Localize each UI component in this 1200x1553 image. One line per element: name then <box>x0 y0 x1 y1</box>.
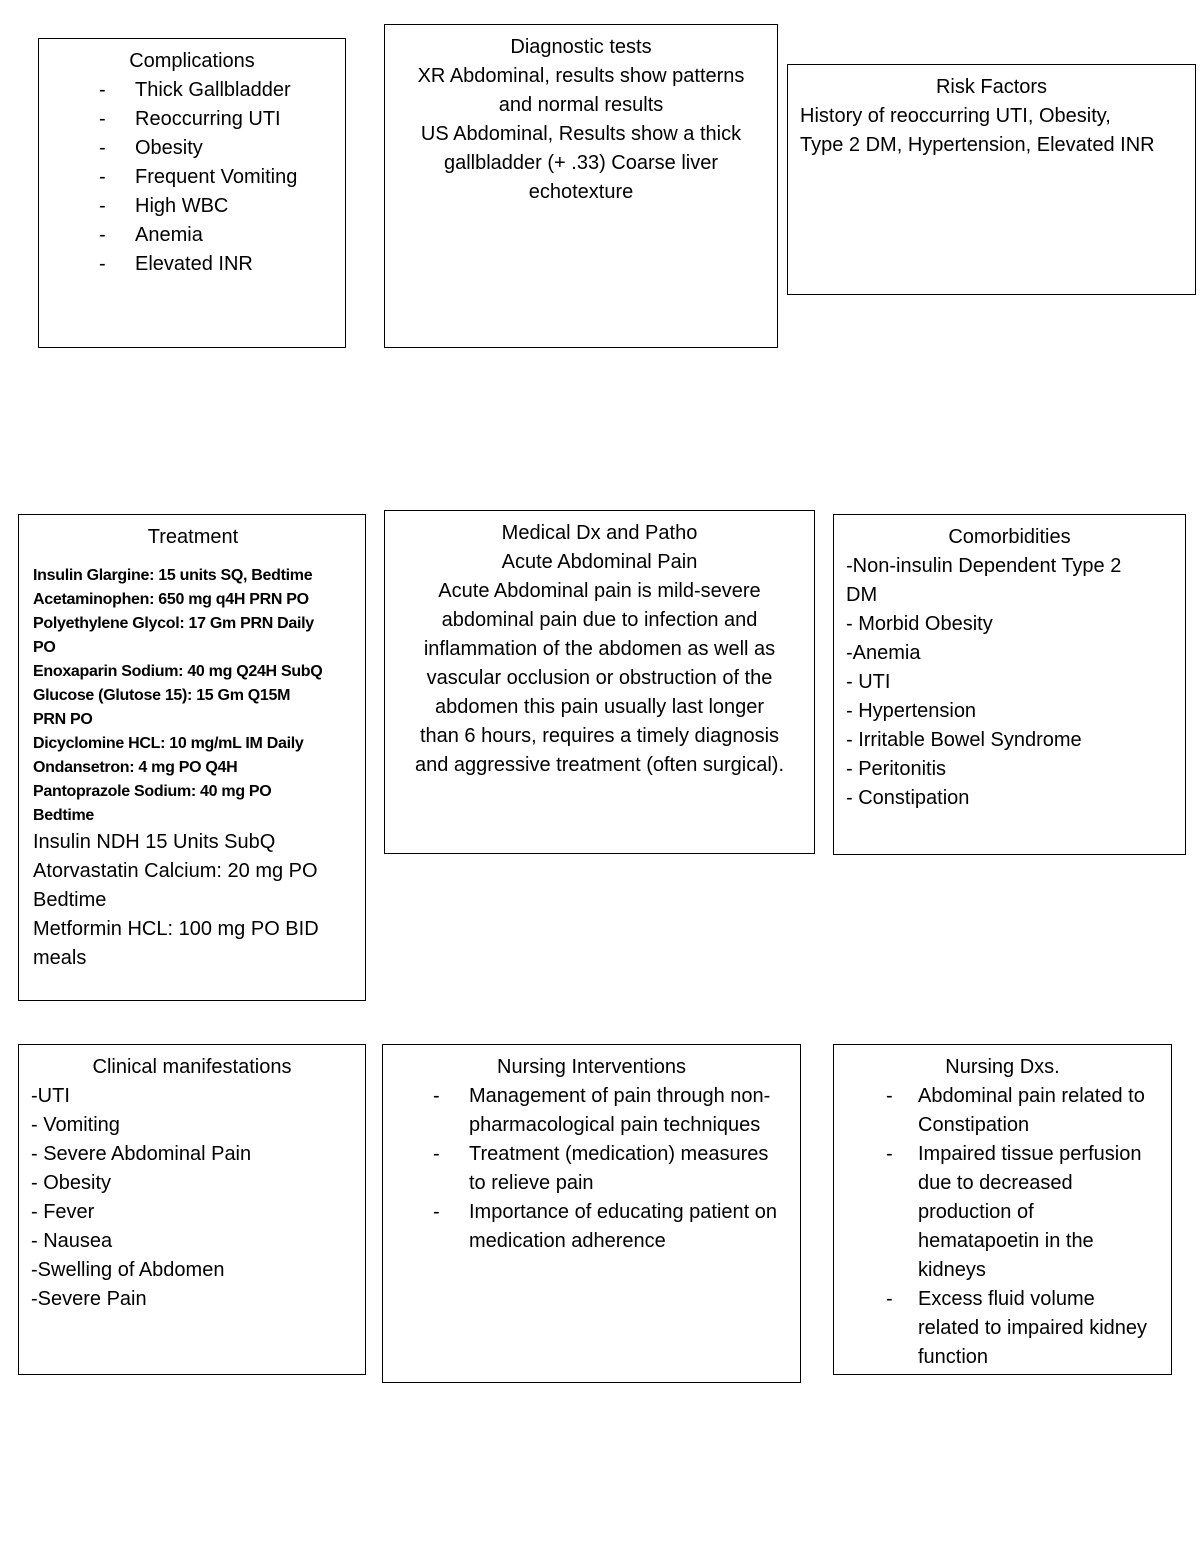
diagnostic-line: echotexture <box>528 181 634 203</box>
list-item: - Reoccurring UTI <box>51 105 333 134</box>
list-item: -Anemia <box>846 642 921 664</box>
complications-title: Complications <box>129 50 255 72</box>
medicaldx-title: Medical Dx and Patho <box>501 522 698 544</box>
list-item: - Obesity <box>31 1172 112 1194</box>
list-item: - UTI <box>846 671 891 693</box>
list-item: - Importance of educating patient on medication adherence <box>395 1198 788 1256</box>
risk-line: Type 2 DM, Hypertension, Elevated INR <box>800 134 1155 156</box>
list-item: - Excess fluid volume related to impaired kidney function <box>846 1285 1159 1372</box>
medicaldx-line: vascular occlusion or obstruction of the <box>426 667 773 689</box>
medical-dx-box <box>384 510 815 854</box>
diagnostic-title: Diagnostic tests <box>510 36 652 58</box>
list-item: PO <box>33 639 56 656</box>
list-item: -Non-insulin Dependent Type 2 <box>846 555 1122 577</box>
list-item: - Morbid Obesity <box>846 613 993 635</box>
list-item: - Obesity <box>51 134 333 163</box>
list-item: Enoxaparin Sodium: 40 mg Q24H SubQ <box>33 663 323 680</box>
nursing-dxs-box <box>833 1044 1172 1375</box>
medicaldx-line: abdomen this pain usually last longer <box>434 696 765 718</box>
list-item: Atorvastatin Calcium: 20 mg PO <box>33 860 318 882</box>
list-item: Bedtime <box>33 889 107 911</box>
clinical-manifestations-box <box>18 1044 366 1375</box>
list-item: - Peritonitis <box>846 758 947 780</box>
medicaldx-line: abdominal pain due to infection and <box>441 609 758 631</box>
list-item: - Hypertension <box>846 700 977 722</box>
list-item: - Fever <box>31 1201 95 1223</box>
treatment-title: Treatment <box>147 526 239 548</box>
list-item: - Irritable Bowel Syndrome <box>846 729 1082 751</box>
diagnostic-line: gallbladder (+ .33) Coarse liver <box>443 152 719 174</box>
risk-line: History of reoccurring UTI, Obesity, <box>800 105 1111 127</box>
list-item: -UTI <box>31 1085 70 1107</box>
clinical-title: Clinical manifestations <box>92 1056 292 1078</box>
list-item: DM <box>846 584 878 606</box>
nursingint-title: Nursing Interventions <box>497 1056 686 1078</box>
list-item: Bedtime <box>33 807 95 824</box>
list-item: - High WBC <box>51 192 333 221</box>
list-item: - Abdominal pain related to Constipation <box>846 1082 1159 1140</box>
comorbid-title: Comorbidities <box>948 526 1071 548</box>
diagnostic-line: and normal results <box>498 94 664 116</box>
list-item: - Constipation <box>846 787 970 809</box>
list-item: meals <box>33 947 87 969</box>
list-item: - Thick Gallbladder <box>51 76 333 105</box>
nursingdx-title: Nursing Dxs. <box>945 1056 1060 1078</box>
list-item: Glucose (Glutose 15): 15 Gm Q15M <box>33 687 291 704</box>
diagnostic-tests-box <box>384 24 778 348</box>
list-item: Pantoprazole Sodium: 40 mg PO <box>33 783 272 800</box>
nursingint-list <box>395 1082 788 1256</box>
list-item: Metformin HCL: 100 mg PO BID <box>33 918 319 940</box>
list-item: Ondansetron: 4 mg PO Q4H <box>33 759 238 776</box>
list-item: Insulin Glargine: 15 units SQ, Bedtime <box>33 567 313 584</box>
list-item: - Management of pain through non-pharmacological pain techniques <box>395 1082 788 1140</box>
list-item: Insulin NDH 15 Units SubQ <box>33 831 276 853</box>
medicaldx-line: than 6 hours, requires a timely diagnosis <box>419 725 780 747</box>
list-item: - Impaired tissue perfusion due to decreased production of hematapoetin in the kidneys <box>846 1140 1159 1285</box>
medicaldx-line: inflammation of the abdomen as well as <box>423 638 776 660</box>
medicaldx-line: Acute Abdominal pain is mild-severe <box>438 580 761 602</box>
list-item: -Swelling of Abdomen <box>31 1259 225 1281</box>
treatment-small-list <box>33 564 353 828</box>
nursing-interventions-box <box>382 1044 801 1383</box>
list-item: Dicyclomine HCL: 10 mg/mL IM Daily <box>33 735 304 752</box>
list-item: - Nausea <box>31 1230 113 1252</box>
risk-title: Risk Factors <box>935 76 1048 98</box>
list-item: - Vomiting <box>31 1114 120 1136</box>
medicaldx-line: and aggressive treatment (often surgical). <box>414 754 785 776</box>
nursingdx-list <box>846 1082 1159 1372</box>
list-item: -Severe Pain <box>31 1288 147 1310</box>
treatment-large-list <box>33 828 353 973</box>
diagnostic-line: US Abdominal, Results show a thick <box>420 123 742 145</box>
diagnostic-line: XR Abdominal, results show patterns <box>417 65 745 87</box>
medicaldx-subtitle: Acute Abdominal Pain <box>501 551 698 573</box>
list-item: - Frequent Vomiting <box>51 163 333 192</box>
list-item: PRN PO <box>33 711 93 728</box>
complications-list <box>51 76 333 279</box>
list-item: - Anemia <box>51 221 333 250</box>
list-item: - Treatment (medication) measures to relieve pain <box>395 1140 788 1198</box>
treatment-box <box>18 514 366 1001</box>
comorbidities-box <box>833 514 1186 855</box>
list-item: - Elevated INR <box>51 250 333 279</box>
risk-factors-box <box>787 64 1196 295</box>
list-item: Polyethylene Glycol: 17 Gm PRN Daily <box>33 615 314 632</box>
list-item: Acetaminophen: 650 mg q4H PRN PO <box>33 591 309 608</box>
list-item: - Severe Abdominal Pain <box>31 1143 252 1165</box>
complications-box <box>38 38 346 348</box>
